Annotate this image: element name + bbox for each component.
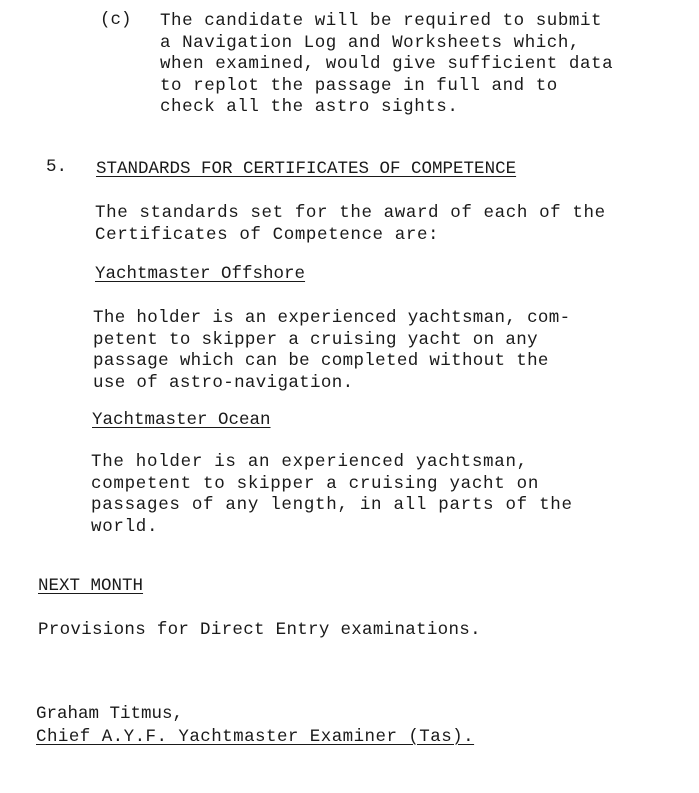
- item-c-line: check all the astro sights.: [160, 97, 459, 117]
- section-5-heading: STANDARDS FOR CERTIFICATES OF COMPETENCE: [96, 159, 517, 179]
- offshore-line: use of astro-navigation.: [93, 372, 354, 393]
- ocean-line: The holder is an experienced yachtsman,: [91, 452, 528, 472]
- item-c-line: to replot the passage in full and to: [160, 75, 558, 96]
- signature-name: Graham Titmus,: [36, 704, 184, 724]
- signature-title: Chief A.Y.F. Yachtmaster Examiner (Tas).: [36, 727, 475, 747]
- intro-line: The standards set for the award of each of the: [95, 203, 606, 223]
- offshore-line: The holder is an experienced yachtsman, com-: [93, 308, 571, 328]
- next-month-heading: NEXT MONTH: [38, 576, 144, 596]
- section-5-number: 5.: [46, 157, 68, 177]
- item-c-text: [160, 11, 613, 119]
- intro-line: Certificates of Competence are:: [95, 224, 440, 245]
- item-c-marker: (c): [100, 10, 132, 30]
- offshore-text: [93, 308, 570, 394]
- offshore-line: passage which can be completed without the: [93, 351, 549, 371]
- next-month-text: Provisions for Direct Entry examinations.: [38, 620, 481, 640]
- ocean-text: [91, 452, 573, 538]
- offshore-line: petent to skipper a cruising yacht on any: [93, 329, 538, 350]
- item-c-line: when examined, would give sufficient data: [160, 54, 614, 74]
- ocean-line: competent to skipper a cruising yacht on: [91, 473, 540, 494]
- ocean-heading: Yachtmaster Ocean: [92, 410, 271, 430]
- item-c-line: a Navigation Log and Worksheets which,: [160, 32, 580, 53]
- offshore-heading: Yachtmaster Offshore: [95, 264, 306, 284]
- ocean-line: passages of any length, in all parts of the: [91, 495, 573, 515]
- section-5-intro: [95, 203, 606, 246]
- ocean-line: world.: [91, 516, 159, 537]
- item-c-line: The candidate will be required to submit: [160, 11, 603, 31]
